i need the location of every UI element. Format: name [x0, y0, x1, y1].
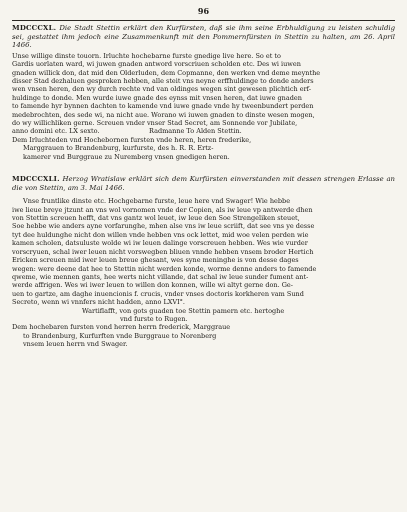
doc1-body [12, 52, 395, 136]
doc2-heading [12, 175, 395, 192]
doc2-line: wegen: were deene dat hee to Stettin nicht werden konde, worme denne anders to famende [12, 264, 317, 273]
doc2-address-line: Dem hochebaren fursten vond herren herrn frederick, Marggraue [12, 323, 231, 332]
doc2-line: Vnse fruntlike dinste etc. Hochgebarne furste, leue here vnd Swager! Wie hebbe [23, 197, 291, 206]
doc1-line: do wy willichliken gerne. Screuen vnder vnser Stad Secret, am Sonnende vor Jubilate, [12, 119, 298, 128]
doc1-address-line: Dem Irluchteden vnd Hochebornen fursten vnde heren, heren frederike, [12, 135, 252, 144]
document-entry-1840 [12, 24, 395, 161]
doc2-line: werde affrigen. Wes wi iwer leuen to willen don konnen, wille wi altyt gerne don. Ge- [12, 281, 293, 290]
section-separator [12, 161, 395, 175]
doc1-title: Die Stadt Stettin erklärt den Kurfürsten, daß sie ihm seine Erbhuldigung zu leisten schuldig sei, gestattet ihm jedoch eine Zusammenkunft mit den Pommernfürsten in Stettin zu halten, [12, 24, 395, 41]
doc1-address [12, 136, 395, 161]
doc1-line: huldinge to donde. Men wurde iuwe gnade des eynss mit vnsen heren, dat iuwe gnaden [12, 93, 302, 102]
doc1-line: wen vnsen heren, den wy durch rechte vnd van oldinges wegen sint gewesen plichtich erf- [12, 85, 312, 94]
doc2-line: von Stettin screuen hefft, dat vns gantz wol leuet, iw leue den Soe Strengeliken steuet, [12, 214, 300, 223]
doc2-title: Herzog Wratislaw erklärt sich dem Kurfürsten einverstanden mit dessen strengen Erlasse an die von Stettin, [12, 175, 395, 192]
doc2-line: Ericken screuen mid iwer leuen breue ghesant, wes syne meninghe is von desse dages [12, 256, 299, 265]
document-entry-1841 [12, 175, 395, 349]
doc2-line: qweme, wie mennen gants, hee werts nicht villande, dat schal iw leue sunder fument ant- [12, 272, 309, 281]
doc1-address-line: kamerer vnd Burggraue zu Nuremberg vnsen gnedigen heren. [23, 152, 230, 161]
doc2-line: iwe lieue breye jtzunt an vns wol vornomen vnde der Copien, als iw leue vp antwerde dhen [12, 205, 313, 214]
doc1-line: gnaden willick don, dat mid den Olderluden, dem Copmanne, den werken vnd deme meynthe [12, 68, 321, 77]
doc1-line: Unse willige dinste touorn. Irluchte hochebarne furste gnedige live here. So et to [12, 51, 281, 60]
doc2-signature-line: Wartiflafft, von gots guaden toe Stettin pamern etc. hertoghe [82, 306, 285, 315]
doc1-line: anno domini etc. LX sexto. Radmanne To Alden Stettin. [12, 127, 242, 136]
doc2-signature [12, 307, 395, 324]
doc2-line: uen to gartze, am daghe inuencionis f. crucis, vnder vnses doctoris korkheren vam Sund [12, 289, 304, 298]
doc2-date: am 3. Mai 1466. [67, 183, 125, 192]
doc2-line: Secreto, wenn wi vnnfers nicht hadden, anno LXVI°. [12, 298, 185, 307]
doc2-line: vorscryuen, schal iwer leuen nicht vorswegben bliuen vnnde hebben vnsem broder Hertich [12, 247, 314, 256]
doc2-line: kamen scholen, datsuluste wolde wi iw leuen dalinge vorscreuen hebben. Wes wie vurder [12, 239, 308, 248]
doc2-address-line: to Brandenburg, Kurfurften vnde Burggraue to Norenberg [23, 331, 217, 340]
doc1-address-line: Marggrauen to Brandenburg, kurfurste, des h. R. R. Ertz- [23, 144, 214, 153]
doc2-line: tyt dee huldunghe nicht don willen vnde hebben vns ock lettet, mid woe velen perden wie [12, 230, 309, 239]
doc1-line: Gardis uorlaten ward, wi juwen gnaden antword vorscriuen scholden etc. Des wi iuwen [12, 60, 301, 69]
doc1-number: MDCCCXL. [12, 24, 57, 32]
doc2-line: Soe hebbe wie anders ayne vorfarunghe, mhen alse vns iw leue scriift, dat see vns ye desse [12, 222, 315, 231]
doc2-signature-line: vnd furste to Rugen. [120, 314, 188, 323]
doc2-body [12, 197, 395, 306]
top-rule [12, 20, 395, 21]
doc2-address [12, 323, 395, 348]
doc1-line: medebrochten, des sede wi, na nicht aue. Worano wi iuwen gnaden to dinste wesen mogen, [12, 110, 315, 119]
doc1-date: am 26. April 1466. [12, 32, 395, 50]
doc2-number: MDCCCXLI. [12, 175, 60, 184]
doc1-line: disser Stad dezhaluen gesproken hebben, alle steit vns neyne erffhuldinge to donde anders [12, 77, 314, 85]
doc1-line: to famende hyr bynnen dachten to kamende vnd iuwe gnade vnde hy tweenbundert perden [12, 102, 314, 111]
doc2-address-line: vnsem leuen herrn vnd Swager. [23, 340, 128, 349]
doc1-heading [12, 24, 395, 50]
page-number: 96 [197, 6, 210, 16]
